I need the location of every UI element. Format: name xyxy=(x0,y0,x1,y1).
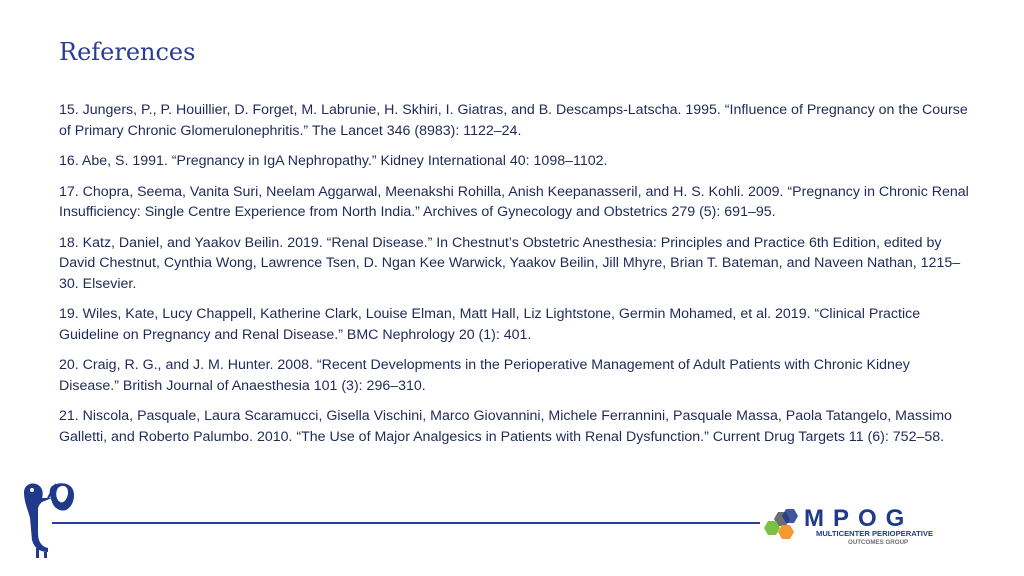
reference-17: 17. Chopra, Seema, Vanita Suri, Neelam Aggarwal, Meenakshi Rohilla, Anish Keepanasseril, and H. S. Kohli. 2009. “Pregnancy in Chronic Renal Insufficiency: Single Centre Experience from North India.” Archives of Gynecology and Obstetrics 279 (5): 691–95. xyxy=(59,183,969,220)
reference-21: 21. Niscola, Pasquale, Laura Scaramucci, Gisella Vischini, Marco Giovannini, Michele Ferrannini, Pasquale Massa, Paola Tatangelo, Massimo Galletti, and Roberto Palumbo. 2010. “The Use of Major Analgesics in Patients with Renal Dysfunction.” Current Drug Targets 11 (6): 752–58. xyxy=(59,408,952,445)
reference-20: 20. Craig, R. G., and J. M. Hunter. 2008. “Recent Developments in the Perioperative Management of Adult Patients with Chronic Kidney Disease.” British Journal of Anaesthesia 101 (3): 296–310. xyxy=(59,357,910,394)
mpog-logo xyxy=(764,503,976,549)
hexagon-icon xyxy=(764,509,798,539)
reference-list xyxy=(59,100,969,457)
footer-divider xyxy=(52,522,760,524)
mpog-tagline-line2: OUTCOMES GROUP xyxy=(848,539,909,546)
mpog-wordmark: MPOG xyxy=(804,505,914,532)
reference-15: 15. Jungers, P., P. Houillier, D. Forget, M. Labrunie, H. Skhiri, I. Giatras, and B. Descamps-Latscha. 1995. “Influence of Pregnancy on the Course of Primary Chronic Glomerulonephritis.” The Lancet 346 (8983): 1122–24. xyxy=(59,102,968,139)
reference-19: 19. Wiles, Kate, Lucy Chappell, Katherine Clark, Louise Elman, Matt Hall, Liz Lightstone, Germin Mohamed, et al. 2019. “Clinical Practice Guideline on Pregnancy and Renal Disease.” BMC Nephrology 20 (1): 401. xyxy=(59,306,921,343)
mpog-tagline-line1: MULTICENTER PERIOPERATIVE xyxy=(816,529,934,538)
stork-icon xyxy=(18,478,78,560)
reference-16: 16. Abe, S. 1991. “Pregnancy in IgA Nephropathy.” Kidney International 40: 1098–1102. xyxy=(59,153,608,169)
page-title: References xyxy=(59,38,196,66)
reference-18: 18. Katz, Daniel, and Yaakov Beilin. 2019. “Renal Disease.” In Chestnut’s Obstetric Anesthesia: Principles and Practice 6th Edition, edited by David Chestnut, Cynthia Wong, Lawrence Tsen, D. Ngan Kee Warwick, Yaakov Beilin, Jill Mhyre, Brian T. Bateman, and Naveen Nathan, 1215–30. Elsevier. xyxy=(59,234,961,292)
